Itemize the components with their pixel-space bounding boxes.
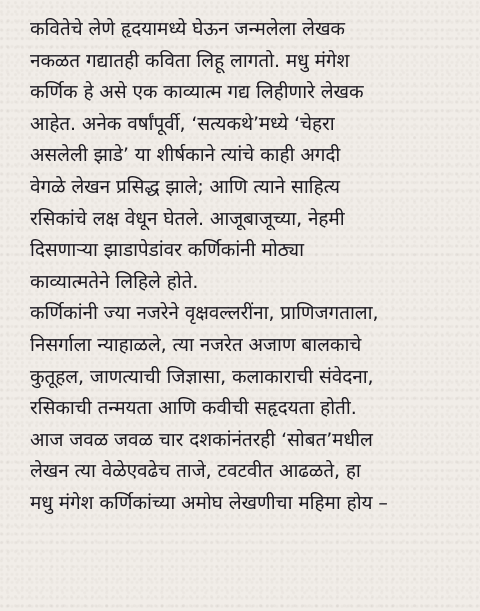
text-line: निसर्गाला न्याहाळले, त्या नजरेत अजाण बालकाचे: [30, 333, 362, 356]
text-line: आहेत. अनेक वर्षांपूर्वी, ‘सत्यकथे’मध्ये ‘चेहरा: [30, 112, 335, 135]
text-line: कर्णिक हे असे एक काव्यात्म गद्य लिहीणारे लेखक: [30, 81, 364, 104]
paragraph-2: [30, 298, 466, 519]
text-line: काव्यात्मतेने लिहिले होते.: [30, 270, 199, 293]
text-line: रसिकाची तन्मयता आणि कवीची सहृदयता होती.: [30, 397, 357, 420]
text-line: कर्णिकांनी ज्या नजरेने वृक्षवल्लरींना, प्राणिजगताला,: [30, 302, 379, 325]
text-line: रसिकांचे लक्ष वेधून घेतले. आजूबाजूच्या, नेहमी: [30, 207, 345, 230]
text-line: आज जवळ जवळ चार दशकांनंतरही ‘सोबत’मधील: [30, 428, 373, 451]
text-line: लेखन त्या वेळेएवढेच ताजे, टवटवीत आढळते, हा: [30, 460, 361, 483]
text-line: कुतूहल, जाणत्याची जिज्ञासा, कलाकाराची संवेदना,: [30, 365, 374, 388]
paragraph-1: [30, 14, 466, 298]
text-line: नकळत गद्यातही कविता लिहू लागतो. मधु मंगेश: [30, 49, 350, 72]
text-line: असलेली झाडे’ या शीर्षकाने त्यांचे काही अगदी: [30, 144, 341, 167]
text-line: मधु मंगेश कर्णिकांच्या अमोघ लेखणीचा महिमा होय –: [30, 491, 388, 514]
text-line: वेगळे लेखन प्रसिद्ध झाले; आणि त्याने साहित्य: [30, 175, 340, 198]
text-line: दिसणाऱ्या झाडापेडांवर कर्णिकांनी मोठ्या: [30, 239, 304, 262]
text-line: कवितेचे लेणे हृदयामध्ये घेऊन जन्मलेला लेखक: [30, 18, 345, 40]
